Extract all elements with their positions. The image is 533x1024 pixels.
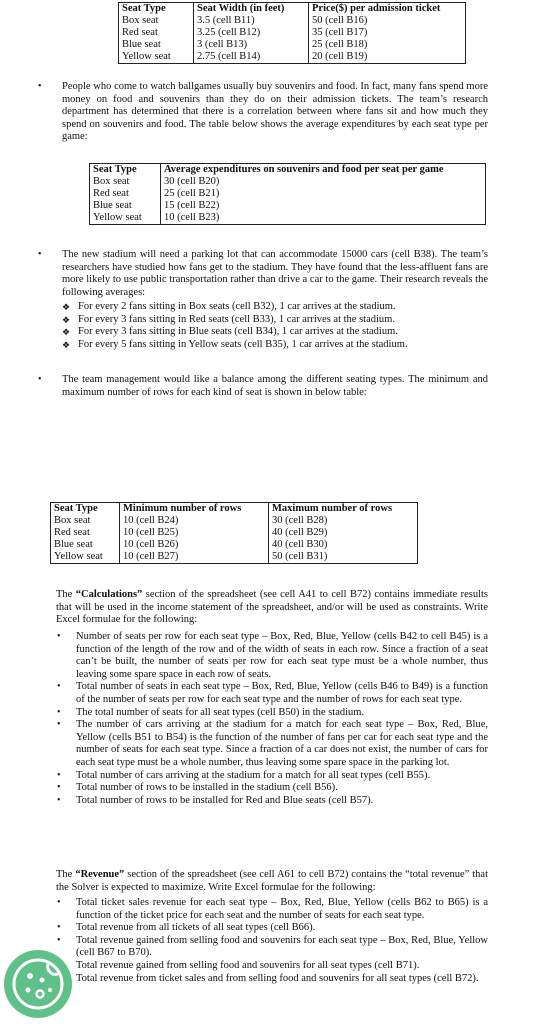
- list-item: Total revenue from ticket sales and from selling food and souvenirs for all seat types (cell B72).: [57, 973, 488, 986]
- calculations-list: [57, 631, 488, 807]
- list-item: • Total number of rows to be installed in the stadium (cell B56).: [57, 782, 338, 794]
- table-header: Seat Type: [51, 503, 120, 516]
- bullet-icon: •: [57, 681, 61, 693]
- diamond-bullet-icon: ❖: [62, 302, 71, 312]
- list-item: ❖ For every 5 fans sitting in Yellow seats (cell B35), 1 car arrives at the stadium.: [62, 338, 408, 350]
- list-item: Total revenue gained from selling food and souvenirs for all seat types (cell B71).: [57, 960, 488, 973]
- bullet-icon: •: [57, 769, 61, 781]
- table-header: Minimum number of rows: [120, 503, 269, 516]
- car-ratio-list: [62, 301, 492, 351]
- paragraph-balance: The team management would like a balance among the different seating types. The minimum and maximum number of rows for each kind of seat is shown in below table:: [62, 374, 488, 398]
- bullet-icon: •: [38, 374, 42, 385]
- bullet-icon: •: [57, 794, 61, 806]
- table-row: Blue seat 15 (cell B22): [90, 200, 486, 212]
- table-header: Seat Type: [119, 3, 194, 16]
- list-item: • Total number of cars arriving at the stadium for a match for all seat types (cell B55).: [57, 769, 431, 781]
- table-header: Seat Width (in feet): [194, 3, 309, 16]
- cookie-logo-icon[interactable]: [4, 950, 72, 1018]
- list-item: • Total number of seats in each seat type – Box, Red, Blue, Yellow (cells B46 to B49) is a function of the number of seats per row for each seat type and the number of rows for each seat type.: [57, 681, 488, 705]
- revenue-intro: The “Revenue” section of the spreadsheet (see cell A61 to cell B72) contains the “total revenue” that the Solver is expected to maximize. Write Excel formulae for the following:: [56, 869, 489, 893]
- list-item: ❖ For every 2 fans sitting in Box seats (cell B32), 1 car arrives at the stadium.: [62, 301, 396, 312]
- bullet-icon: •: [38, 81, 42, 92]
- bullet-icon: •: [57, 631, 61, 642]
- list-item: ❖ For every 3 fans sitting in Blue seats (cell B34), 1 car arrives at the stadium.: [62, 326, 398, 338]
- bullet-icon: •: [57, 782, 61, 794]
- table-header: Average expenditures on souvenirs and food per seat per game: [161, 164, 486, 177]
- table-row: Yellow seat 10 (cell B27) 50 (cell B31): [51, 551, 418, 564]
- paragraph-parking: The new stadium will need a parking lot that can accommodate 15000 cars (cell B38). The team’s researchers have studied how fans get to the stadium. They have found that the less-affluent fans are more likely to use public transportation rather than drive a car to the game. Their research reveals the following averages:: [62, 249, 488, 298]
- list-item: ❖ For every 3 fans sitting in Red seats (cell B33), 1 car arrives at the stadium.: [62, 313, 395, 325]
- cookie-icon: [4, 950, 72, 1018]
- bullet-icon: •: [57, 934, 61, 946]
- diamond-bullet-icon: ❖: [62, 327, 71, 338]
- table-row: Red seat 25 (cell B21): [90, 188, 486, 200]
- bullet-icon: •: [57, 706, 61, 718]
- seat-width-price-table: [118, 2, 466, 64]
- list-item: • The total number of seats for all seat types (cell B50) in the stadium.: [57, 706, 365, 718]
- table-row: Box seat 3.5 (cell B11) 50 (cell B16): [119, 15, 466, 27]
- table-row: Box seat 10 (cell B24) 30 (cell B28): [51, 515, 418, 527]
- table-header: Seat Type: [90, 164, 161, 177]
- bullet-icon: •: [57, 922, 61, 934]
- diamond-bullet-icon: ❖: [62, 339, 71, 350]
- bullet-icon: •: [57, 897, 61, 908]
- table-header: Price($) per admission ticket: [309, 3, 466, 16]
- calculations-intro: The “Calculations” section of the spreadsheet (see cell A41 to cell B72) contains immediate results that will be used in the income statement of the spreadsheet, and/or will be used as constraints. Write Excel formulae for the following:: [56, 589, 489, 626]
- expenditure-table: [89, 163, 486, 225]
- list-item: • The number of cars arriving at the stadium for a match for each seat type – Box, Red, Blue, Yellow (cells B51 to B54) is the function of the number of fans per car for each seat type and the number of seats for each seat type. Since a fraction of a car does not exist, the number of cars for each seat type must be a whole number, thus leaving some spare space in the parking lot.: [57, 719, 488, 768]
- list-item: • Total ticket sales revenue for each seat type – Box, Red, Blue, Yellow (cells B62 to B65) is a function of the ticket price for each seat and the number of seats for each seat type.: [57, 897, 488, 921]
- rows-min-max-table: [50, 502, 418, 564]
- table-header: Maximum number of rows: [269, 503, 418, 516]
- table-row: Box seat 30 (cell B20): [90, 176, 486, 188]
- revenue-list: [57, 897, 488, 985]
- table-row: Yellow seat 10 (cell B23): [90, 212, 486, 225]
- table-row: Yellow seat 2.75 (cell B14) 20 (cell B19): [119, 51, 466, 64]
- list-item: • Number of seats per row for each seat type – Box, Red, Blue, Yellow (cells B42 to cell B45) is a function of the length of the row and of the width of seats in each row. Since a fraction of a seat can’t be built, the number of seats per row for each seat type must be a whole number, thus leaving some spare space in each row of seats.: [57, 631, 488, 680]
- table-row: Red seat 10 (cell B25) 40 (cell B29): [51, 527, 418, 539]
- bullet-icon: •: [38, 249, 42, 260]
- diamond-bullet-icon: ❖: [62, 314, 71, 325]
- table-row: Blue seat 10 (cell B26) 40 (cell B30): [51, 539, 418, 551]
- list-item: • Total revenue from all tickets of all seat types (cell B66).: [57, 922, 316, 934]
- table-row: Red seat 3.25 (cell B12) 35 (cell B17): [119, 27, 466, 39]
- bullet-icon: •: [57, 719, 61, 731]
- list-item: • Total revenue gained from selling food and souvenirs for each seat type – Box, Red, Blue, Yellow (cell B67 to B70).: [57, 934, 488, 959]
- paragraph-spending: People who come to watch ballgames usually buy souvenirs and food. In fact, many fans spend more money on food and souvenirs than they do on their admission tickets. The team’s research department has determined that there is a correlation between where fans sit and how much they spend on souvenirs and food. The table below shows the average expenditures by each seat type per game:: [62, 81, 488, 143]
- table-row: Blue seat 3 (cell B13) 25 (cell B18): [119, 39, 466, 51]
- list-item: • Total number of rows to be installed for Red and Blue seats (cell B57).: [57, 794, 374, 806]
